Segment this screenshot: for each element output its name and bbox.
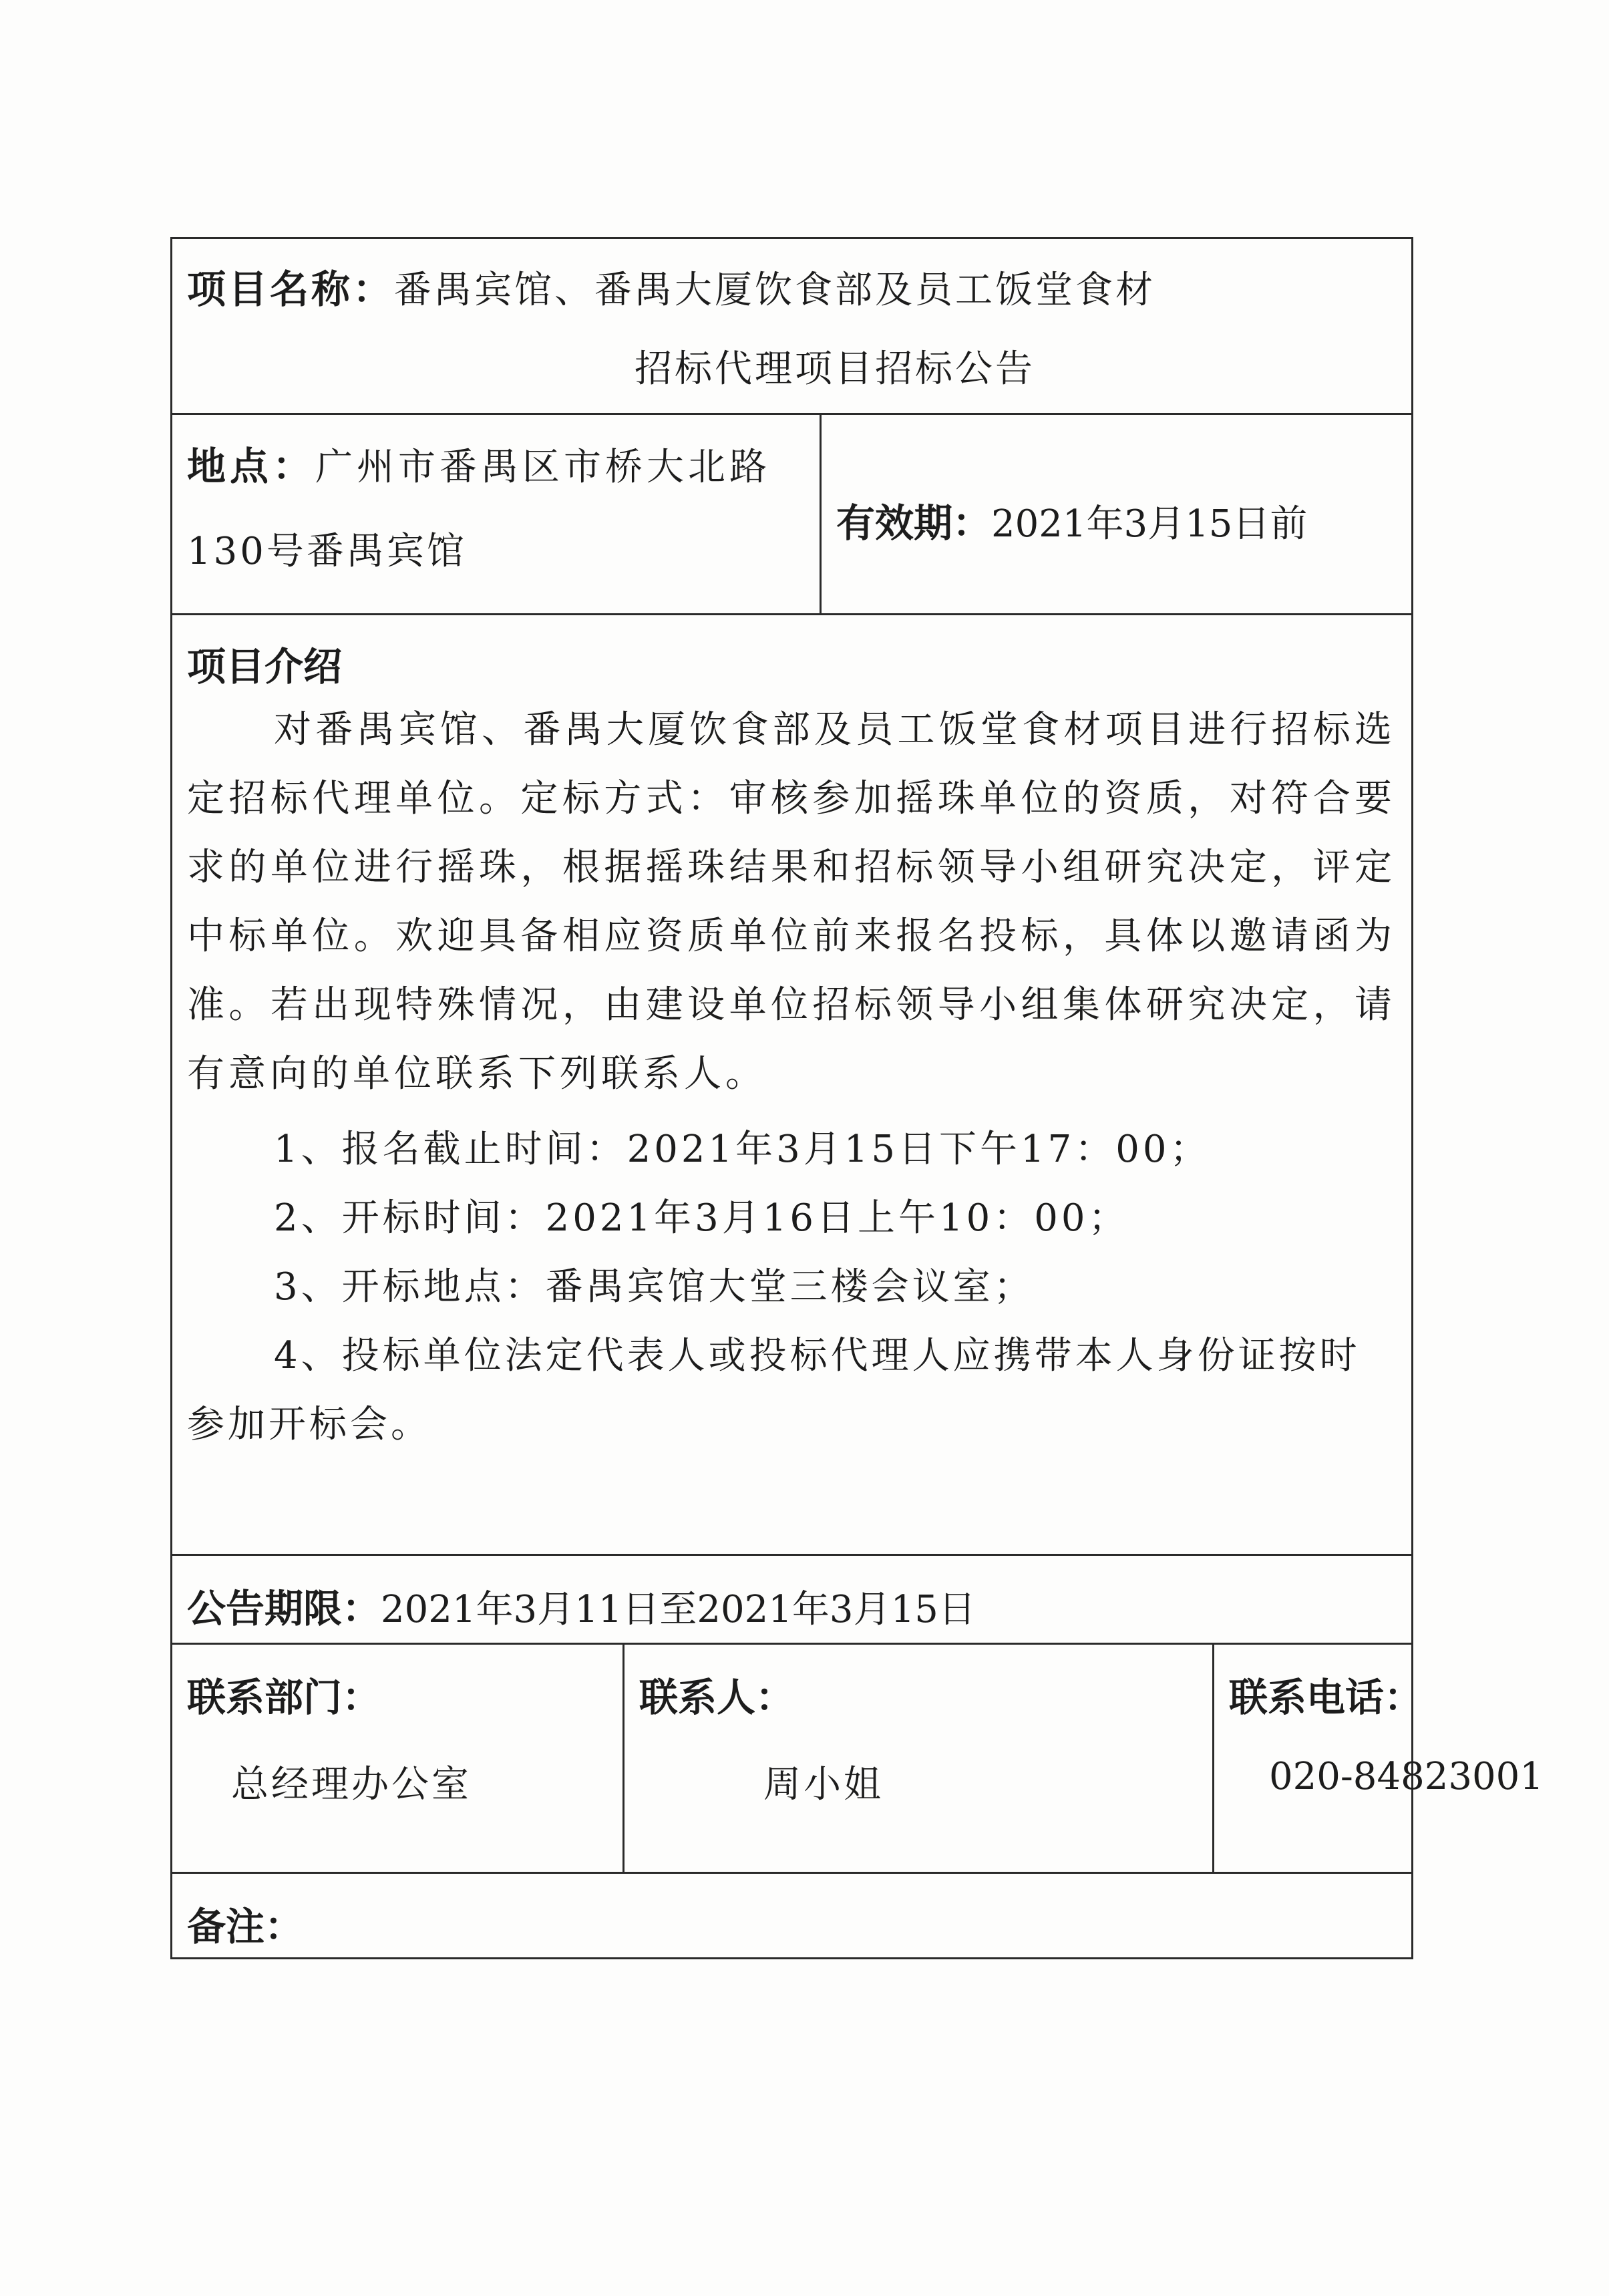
- contact-dept-value: 总经理办公室: [231, 1763, 472, 1806]
- intro-row: [172, 615, 1413, 1555]
- validity-label: 有效期：: [836, 500, 992, 546]
- contact-phone-value: 020-84823001: [1269, 1755, 1544, 1798]
- contact-dept-label: 联系部门：: [187, 1675, 381, 1720]
- intro-label: 项目介绍: [187, 644, 343, 689]
- location-value-1: 广州市番禺区市桥大北路: [315, 446, 771, 489]
- intro-item-2: 2、开标时间：2021年3月16日上午10：00；: [274, 1196, 1129, 1240]
- project-name-value-2: 招标代理项目招标公告: [635, 347, 1035, 391]
- project-name-value-1: 番禺宾馆、番禺大厦饮食部及员工饭堂食材: [394, 269, 1156, 312]
- period-row: [172, 1555, 1413, 1644]
- contact-row: [172, 1644, 1413, 1873]
- validity-value: 2021年3月15日前: [991, 502, 1308, 546]
- intro-items: [187, 1115, 1396, 1459]
- intro-item-3: 3、开标地点：番禺宾馆大堂三楼会议室；: [274, 1265, 1035, 1309]
- location-value-2: 130号番禺宾馆: [187, 530, 467, 573]
- location-label: 地点：: [187, 444, 316, 489]
- intro-item-1: 1、报名截止时间：2021年3月15日下午17：00；: [274, 1128, 1211, 1171]
- period-line: [187, 1577, 976, 1633]
- validity-line: [836, 492, 1307, 548]
- project-name-line1: [187, 258, 1155, 314]
- project-name-row: [172, 238, 1413, 414]
- location-line1: [187, 435, 771, 491]
- contact-phone-label: 联系电话：: [1229, 1675, 1423, 1720]
- contact-person-label: 联系人：: [639, 1675, 795, 1720]
- intro-item-4: 4、投标单位法定代表人或投标代理人应携带本人身份证按时参加开标会。: [187, 1334, 1361, 1446]
- period-value: 2021年3月11日至2021年3月15日: [381, 1588, 976, 1631]
- contact-person-value: 周小姐: [763, 1763, 884, 1806]
- remarks-row: [172, 1873, 1413, 1959]
- location-row: [172, 414, 1413, 615]
- intro-paragraph-block: [187, 695, 1396, 1108]
- intro-paragraph: 对番禺宾馆、番禺大厦饮食部及员工饭堂食材项目进行招标选定招标代理单位。定标方式：审核参加摇珠单位的资质，对符合要求的单位进行摇珠，根据摇珠结果和招标领导小组研究决定，评定中标单位。欢迎具备相应资质单位前来报名投标，具体以邀请函为准。若出现特殊情况，由建设单位招标领导小组集体研究决定，请有意向的单位联系下列联系人。: [187, 708, 1396, 1096]
- period-label: 公告期限：: [187, 1586, 381, 1631]
- remarks-label: 备注：: [187, 1904, 304, 1949]
- announcement-table: [170, 237, 1544, 1959]
- project-name-label: 项目名称：: [187, 267, 395, 312]
